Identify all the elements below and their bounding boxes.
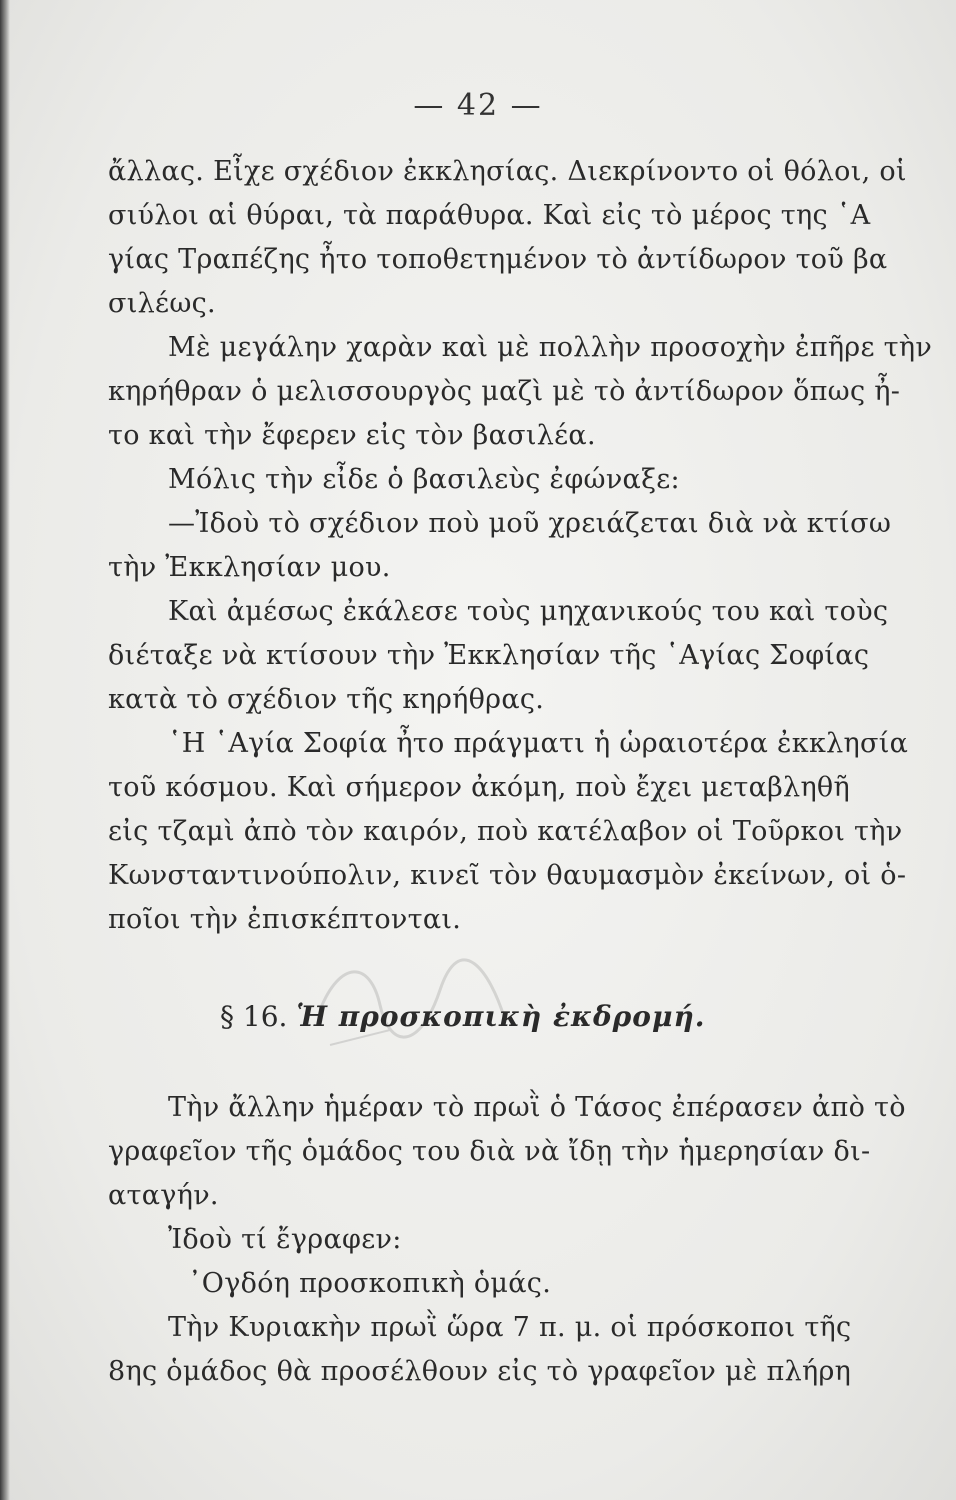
- text-line: τὴν Ἐκκλησίαν μου.: [108, 552, 391, 583]
- text-line: Μόλις τὴν εἶδε ὁ βασιλεὺς ἐφώναξε:: [168, 464, 680, 495]
- page-number: — 42 —: [413, 88, 543, 123]
- text-line: ᾿Ογδόη προσκοπικὴ ὁμάς.: [188, 1268, 552, 1299]
- section-title: Ἡ προσκοπικὴ ἐκδρομή.: [296, 1000, 706, 1033]
- text-line: γίας Τραπέζης ἦτο τοποθετημένον τὸ ἀντίδωρον τοῦ βα: [108, 244, 888, 275]
- body-text-top: [108, 150, 933, 942]
- text-line: Ἰδοὺ τί ἔγραφεν:: [168, 1224, 402, 1255]
- text-line: αταγήν.: [108, 1180, 219, 1211]
- text-line: Μὲ μεγάλην χαρὰν καὶ μὲ πολλὴν προσοχὴν ἐπῆρε τὴν: [168, 332, 933, 363]
- text-line: ἄλλας. Εἶχε σχέδιον ἐκκλησίας. Διεκρίνοντο οἱ θόλοι, οἱ: [108, 156, 907, 187]
- body-text-bottom: [108, 1086, 928, 1394]
- text-line: κηρήθραν ὁ μελισσουργὸς μαζὶ μὲ τὸ ἀντίδωρον ὅπως ἦ-: [108, 376, 901, 407]
- text-line: —Ἰδοὺ τὸ σχέδιον ποὺ μοῦ χρειάζεται διὰ νὰ κτίσω: [168, 508, 892, 539]
- text-line: Τὴν Κυριακὴν πρωῒ ὥρα 7 π. μ. οἱ πρόσκοποι τῆς: [168, 1312, 852, 1343]
- text-line: τοῦ κόσμου. Καὶ σήμερον ἀκόμη, ποὺ ἔχει μεταβληθῆ: [108, 772, 850, 803]
- text-line: 8ης ὁμάδος θὰ προσέλθουν εἰς τὸ γραφεῖον μὲ πλήρη: [108, 1356, 852, 1387]
- section-number: § 16.: [220, 1000, 288, 1033]
- text-line: σιλέως.: [108, 288, 216, 319]
- text-line: διέταξε νὰ κτίσουν τὴν Ἐκκλησίαν τῆς ῾Αγίας Σοφίας: [108, 640, 870, 671]
- text-line: ῾Η ῾Αγία Σοφία ἦτο πράγματι ἡ ὡραιοτέρα ἐκκλησία: [168, 728, 909, 759]
- section-heading: [220, 1000, 920, 1033]
- text-line: Καὶ ἀμέσως ἐκάλεσε τοὺς μηχανικούς του καὶ τοὺς: [168, 596, 889, 627]
- text-line: ποῖοι τὴν ἐπισκέπτονται.: [108, 904, 462, 935]
- text-line: Κωνσταντινούπολιν, κινεῖ τὸν θαυμασμὸν ἐκείνων, οἱ ὁ-: [108, 860, 907, 891]
- text-line: σιύλοι αἱ θύραι, τὰ παράθυρα. Καὶ εἰς τὸ μέρος της ῾Α: [108, 200, 871, 231]
- text-line: εἰς τζαμὶ ἀπὸ τὸν καιρόν, ποὺ κατέλαβον οἱ Τοῦρκοι τὴν: [108, 816, 903, 847]
- text-line: γραφεῖον τῆς ὁμάδος του διὰ νὰ ἴδῃ τὴν ἡμερησίαν δι-: [108, 1136, 871, 1167]
- text-line: κατὰ τὸ σχέδιον τῆς κηρήθρας.: [108, 684, 545, 715]
- page-edge-shadow: [0, 0, 10, 1500]
- text-line: το καὶ τὴν ἔφερεν εἰς τὸν βασιλέα.: [108, 420, 596, 451]
- text-line: Τὴν ἄλλην ἡμέραν τὸ πρωῒ ὁ Τάσος ἐπέρασεν ἀπὸ τὸ: [168, 1092, 906, 1123]
